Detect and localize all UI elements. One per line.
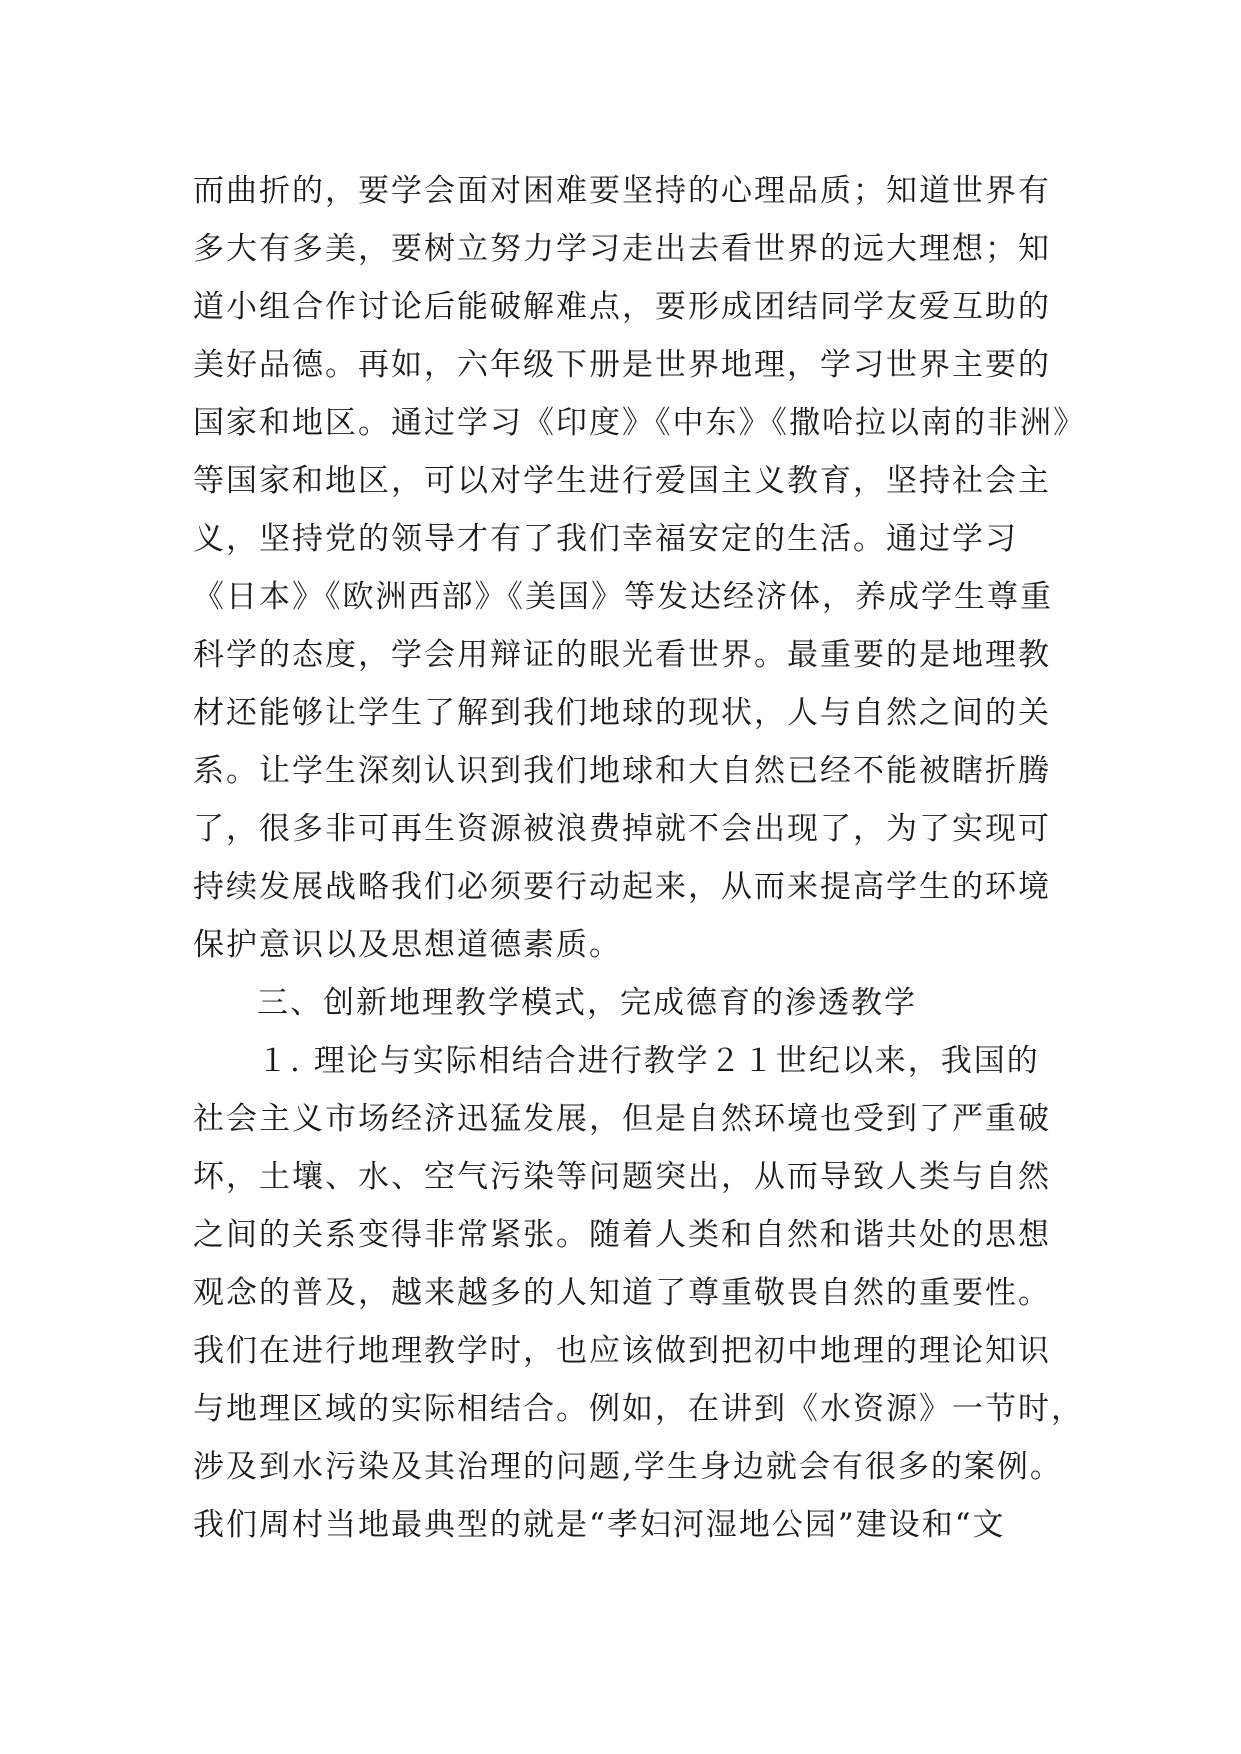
subsection-heading: １. 理论与实际相结合进行教学２１世纪以来，我国的 — [257, 1043, 1040, 1079]
text-line: 而曲折的，要学会面对困难要坚持的心理品质；知道世界有 — [193, 173, 1051, 209]
text-line: 保护意识以及思想道德素质。 — [193, 927, 622, 963]
text-line: 等国家和地区，可以对学生进行爱国主义教育，坚持社会主 — [193, 463, 1051, 499]
text-line: 涉及到水污染及其治理的问题,学生身边就会有很多的案例。 — [193, 1449, 1063, 1485]
text-line: 社会主义市场经济迅猛发展，但是自然环境也受到了严重破 — [193, 1101, 1051, 1137]
text-line: 材还能够让学生了解到我们地球的现状，人与自然之间的关 — [193, 695, 1051, 731]
text-line: 道小组合作讨论后能破解难点，要形成团结同学友爱互助的 — [193, 289, 1051, 325]
text-line: 坏，土壤、水、空气污染等问题突出，从而导致人类与自然 — [193, 1159, 1051, 1195]
text-line: 多大有多美，要树立努力学习走出去看世界的远大理想；知 — [193, 231, 1051, 267]
text-line: 系。让学生深刻认识到我们地球和大自然已经不能被瞎折腾 — [193, 753, 1051, 789]
text-line: 美好品德。再如，六年级下册是世界地理，学习世界主要的 — [193, 347, 1051, 383]
text-line: 之间的关系变得非常紧张。随着人类和自然和谐共处的思想 — [193, 1217, 1051, 1253]
section-heading: 三、创新地理教学模式，完成德育的渗透教学 — [257, 985, 917, 1021]
body-text — [193, 162, 1086, 1554]
text-line: 我们在进行地理教学时，也应该做到把初中地理的理论知识 — [193, 1333, 1051, 1369]
text-line: 国家和地区。通过学习《印度》《中东》《撒哈拉以南的非洲》 — [193, 405, 1086, 441]
text-line: 义，坚持党的领导才有了我们幸福安定的生活。通过学习 — [193, 521, 1018, 557]
text-line: 持续发展战略我们必须要行动起来，从而来提高学生的环境 — [193, 869, 1051, 905]
text-line: 科学的态度，学会用辩证的眼光看世界。最重要的是地理教 — [193, 637, 1051, 673]
text-line: 我们周村当地最典型的就是“孝妇河湿地公园”建设和“文 — [193, 1507, 1006, 1543]
text-line: 与地理区域的实际相结合。例如，在讲到《水资源》一节时， — [193, 1391, 1084, 1427]
text-line: 观念的普及，越来越多的人知道了尊重敬畏自然的重要性。 — [193, 1275, 1051, 1311]
text-line: 《日本》《欧洲西部》《美国》等发达经济体，养成学生尊重 — [193, 579, 1053, 615]
text-line: 了，很多非可再生资源被浪费掉就不会出现了，为了实现可 — [193, 811, 1051, 847]
